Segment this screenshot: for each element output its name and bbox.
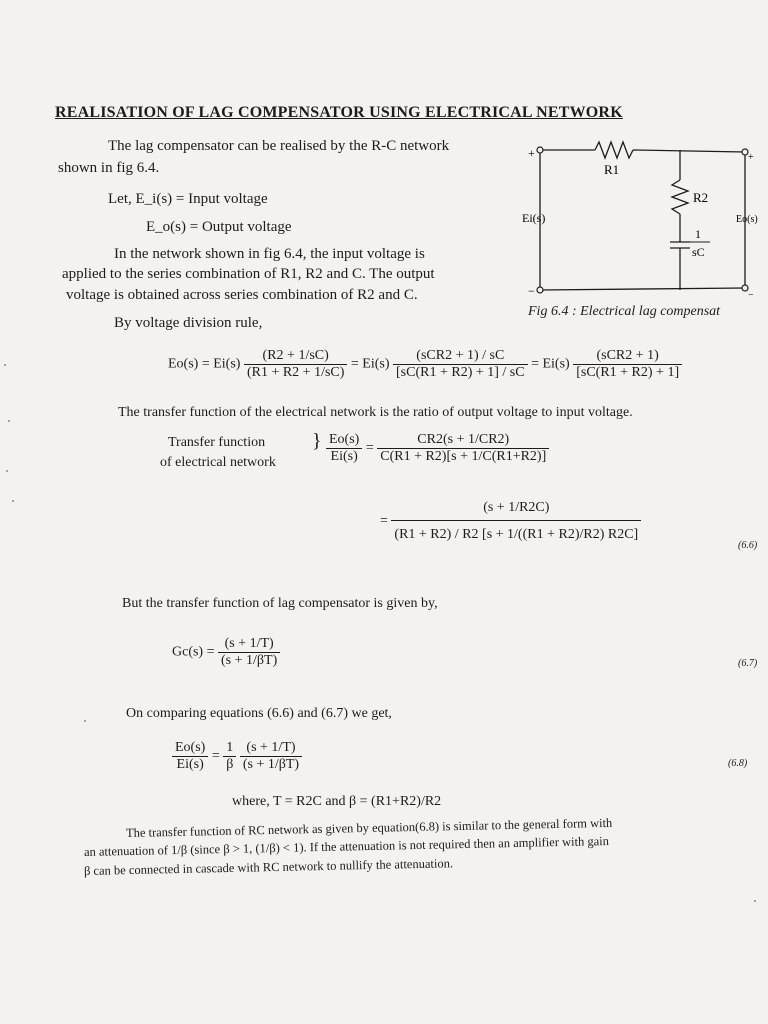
where-line: where, T = R2C and β = (R1+R2)/R2	[232, 794, 442, 809]
scan-speck	[84, 720, 86, 722]
equation-transfer-function-simplified: = $\frac{(s + 1/R2C)}{(R1 + R2) / R2 [s + 1/((R1 + R2)/R2) R2C]}$	[380, 500, 641, 543]
svg-text:+: +	[528, 146, 535, 160]
transfer-function-sentence: The transfer function of the electrical network is the ratio of output voltage to input voltage.	[118, 405, 633, 420]
label-ei: Ei(s)	[522, 211, 546, 225]
compare-sentence: On comparing equations (6.6) and (6.7) we get,	[126, 706, 392, 721]
voltage-division-text: By voltage division rule,	[114, 315, 263, 331]
final-line-1: The transfer function of RC network as given by equation(6.8) is similar to the general form with	[125, 815, 613, 840]
label-c-num: 1	[695, 227, 701, 241]
tf-label-line-2: of electrical network	[160, 455, 276, 470]
intro-line-1: The lag compensator can be realised by the R-C network	[108, 138, 450, 154]
label-c-den: sC	[692, 245, 705, 259]
eq2-frac-a: $\frac{Eo(s)}{Ei(s)}$	[326, 432, 362, 465]
label-r2: R2	[693, 190, 709, 205]
eq1-lhs: Eo(s) = Ei(s)	[168, 356, 241, 372]
eqno-6-7: (6.7)	[738, 658, 758, 669]
scan-speck	[754, 900, 756, 902]
eqno-6-8: (6.8)	[728, 758, 748, 769]
equation-comparison: $\frac{Eo(s)}{Ei(s)}$ = $\frac{1}{\beta}$ $\frac{(s + 1/T)}{(s + 1/\beta T)}$	[172, 740, 302, 773]
section-heading: REALISATION OF LAG COMPENSATOR USING ELECTRICAL NETWORK	[55, 104, 623, 121]
equation-transfer-function: $\frac{Eo(s)}{Ei(s)}$ = $\frac{CR2(s + 1/CR2)}{C(R1 + R2)[s + 1/C(R1+R2)]}$	[326, 432, 549, 465]
brace: }	[312, 430, 322, 452]
label-eo: Eo(s)	[736, 214, 758, 225]
label-r1: R1	[604, 162, 620, 177]
let-input-voltage: Let, E_i(s) = Input voltage	[108, 191, 268, 207]
para1-line-2: applied to the series combination of R1, R2 and C. The output	[62, 266, 435, 282]
figure-caption: Fig 6.4 : Electrical lag compensat	[528, 304, 721, 319]
para1-line-3: voltage is obtained across series combination of R2 and C.	[66, 287, 418, 303]
svg-text:+: +	[748, 152, 754, 163]
eq4-frac-a: $\frac{Eo(s)}{Ei(s)}$	[172, 740, 208, 773]
rc-lag-network-figure	[520, 130, 765, 310]
final-line-2: an attenuation of 1/β (since β > 1, (1/β) < 1). If the attenuation is not required then an amplifier with gain	[83, 834, 610, 859]
let-output-voltage: E_o(s) = Output voltage	[146, 219, 292, 235]
eq1-frac1: $\frac{(R2 + 1/sC)}{(R1 + R2 + 1/sC)}$	[244, 348, 347, 381]
scan-speck	[6, 470, 8, 472]
para1-line-1: In the network shown in fig 6.4, the input voltage is	[114, 246, 425, 262]
eq4-frac-c: $\frac{(s + 1/T)}{(s + 1/\beta T)}$	[240, 740, 302, 773]
eqno-6-6: (6.6)	[738, 540, 758, 551]
svg-text:−: −	[528, 284, 535, 298]
eq1-frac3: $\frac{\text{(sCR2 + 1)}}{[sC(R1 + R2) + 1]}$	[573, 348, 682, 381]
scan-speck	[12, 500, 14, 502]
final-line-3: β can be connected in cascade with RC network to nullify the attenuation.	[83, 856, 454, 878]
eq4-frac-b: $\frac{1}{\beta}$	[223, 740, 236, 773]
equation-voltage-division: Eo(s) = Ei(s) $\frac{(R2 + 1/sC)}{(R1 + R2 + 1/sC)}$ = Ei(s) $\frac{\text{(sCR2 + 1) / sC}}{[sC(R1 + R2) + 1] / sC}$ = Ei(s) $\frac{\text{(sCR2 + 1)}}{[sC(R1 + R2) + 1]}$	[168, 348, 682, 381]
equation-lag-compensator: Gc(s) = $\frac{(s + 1/T)}{(s + 1/\beta T)}$	[172, 636, 280, 669]
lag-compensator-sentence: But the transfer function of lag compensator is given by,	[122, 596, 438, 611]
scan-speck	[8, 420, 10, 422]
scan-speck	[4, 364, 6, 366]
eq2-frac-b: $\frac{CR2(s + 1/CR2)}{C(R1 + R2)[s + 1/C(R1+R2)]}$	[377, 432, 549, 465]
intro-line-2: shown in fig 6.4.	[58, 160, 160, 176]
eq3-frac: $\frac{(s + 1/T)}{(s + 1/\beta T)}$	[218, 636, 280, 669]
eq2-frac-c: $\frac{(s + 1/R2C)}{(R1 + R2) / R2 [s + 1/((R1 + R2)/R2) R2C]}$	[391, 500, 641, 543]
tf-label-line-1: Transfer function	[168, 435, 266, 450]
eq1-frac2: $\frac{\text{(sCR2 + 1) / sC}}{[sC(R1 + R2) + 1] / sC}$	[393, 348, 528, 381]
svg-text:−: −	[748, 290, 754, 301]
